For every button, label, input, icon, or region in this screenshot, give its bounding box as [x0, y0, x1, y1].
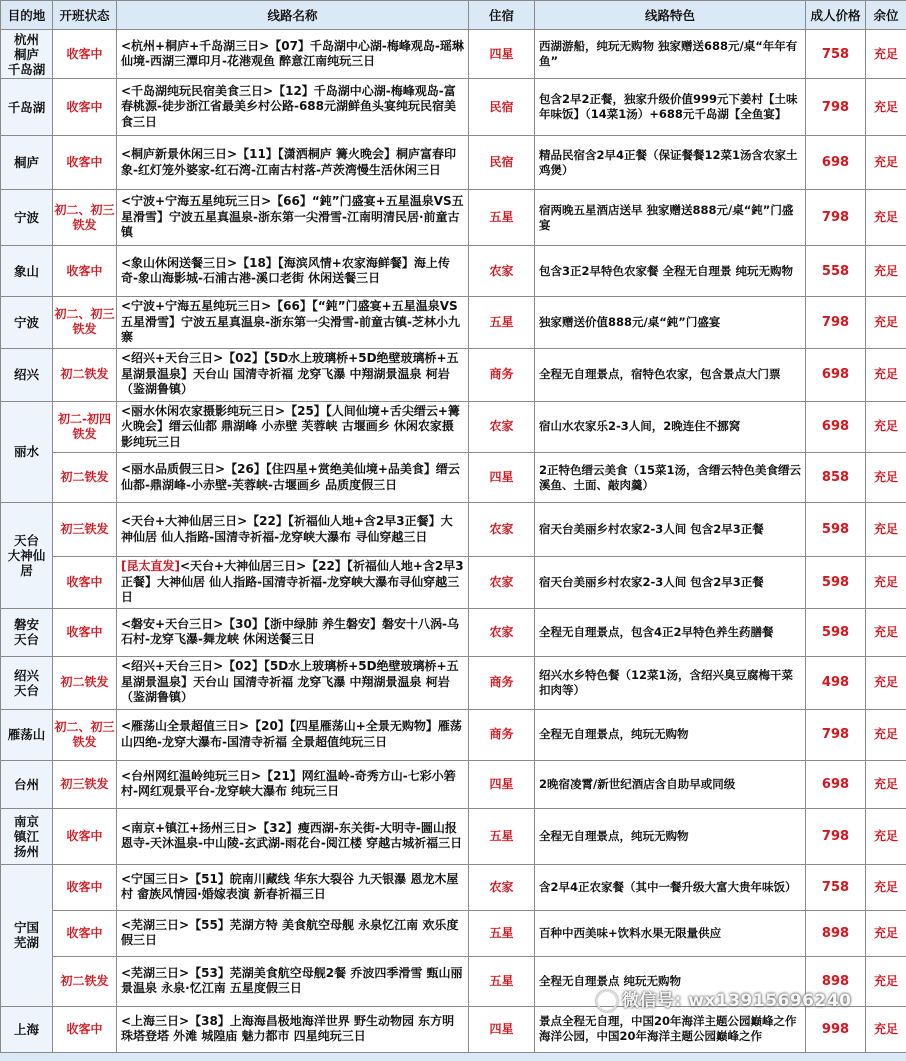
price-cell: 798 [806, 808, 866, 864]
feature-cell: 2正特色缙云美食（15菜1汤，含缙云特色美食缙云溪鱼、土面、敲肉羹） [535, 453, 806, 503]
price-cell: 758 [806, 30, 866, 79]
status-cell: 收客中 [53, 557, 117, 609]
destination-cell: 杭州 桐庐 千岛湖 [1, 30, 53, 79]
table-row [1, 136, 906, 190]
price-cell: 898 [806, 956, 866, 1006]
wechat-icon [596, 990, 618, 1012]
availability-cell: 充足 [866, 656, 906, 709]
feature-cell: 全程无自理景点，包含4正2早特色养生药膳餐 [535, 608, 806, 656]
table-row [1, 190, 906, 246]
status-cell: 收客中 [53, 608, 117, 656]
hotel-cell: 民宿 [469, 79, 535, 136]
route-text: <天台+大神仙居三日>【22】【祈福仙人地+含2早3正餐】大神仙居 仙人指路-国清寺祈福-龙穿峡大瀑布寻仙穿越三日 [121, 559, 464, 604]
destination-cell: 丽水 [1, 401, 53, 503]
status-cell: 初二铁发 [53, 656, 117, 709]
availability-cell: 充足 [866, 709, 906, 760]
feature-cell: 百种中西美味+饮料水果无限量供应 [535, 910, 806, 956]
status-cell: 收客中 [53, 808, 117, 864]
availability-cell: 充足 [866, 297, 906, 349]
route-cell: <上海三日>【38】上海海昌极地海洋世界 野生动物园 东方明珠塔登塔 外滩 城隍庙 魅力都市 四星纯玩三日 [117, 1006, 469, 1052]
feature-cell: 全程无自理景点 纯玩无购物 [535, 956, 806, 1006]
price-cell: 798 [806, 190, 866, 246]
table-row [1, 608, 906, 656]
price-cell: 558 [806, 246, 866, 297]
feature-cell: 2晚宿凌霄/新世纪酒店含自助早或同级 [535, 760, 806, 808]
availability-cell: 充足 [866, 956, 906, 1006]
header-dest: 目的地 [1, 1, 53, 30]
feature-cell: 景点全程无自理，中国20年海洋主题公园巅峰之作 海洋公园，中国20年海洋主题公园巅峰之作 [535, 1006, 806, 1052]
status-cell: 初二、初三铁发 [53, 297, 117, 349]
route-cell: <磐安+天台三日>【30】【浙中绿肺 养生磐安】磐安十八涡-乌石村-龙穿飞瀑-舞龙峡 休闲送餐三日 [117, 608, 469, 656]
status-cell: 初二、初三铁发 [53, 709, 117, 760]
destination-cell: 绍兴 天台 [1, 656, 53, 709]
feature-cell: 全程无自理景点，纯玩无购物 [535, 709, 806, 760]
hotel-cell: 农家 [469, 401, 535, 453]
feature-cell: 含2早4正农家餐（其中一餐升级大富大贵年味饭） [535, 864, 806, 910]
destination-cell: 磐安 天台 [1, 608, 53, 656]
feature-cell: 宿天台美丽乡村农家2-3人间 包含2早3正餐 [535, 503, 806, 557]
price-cell: 598 [806, 608, 866, 656]
hotel-cell: 五星 [469, 956, 535, 1006]
table-row [1, 246, 906, 297]
table-row [1, 709, 906, 760]
availability-cell: 充足 [866, 246, 906, 297]
price-cell: 798 [806, 709, 866, 760]
route-cell: <天台+大神仙居三日>【22】【祈福仙人地+含2早3正餐】大神仙居 仙人指路-国清寺祈福-龙穿峡大瀑布 寻仙穿越三日 [117, 503, 469, 557]
route-cell: <丽水休闲农家摄影纯玩三日>【25】【人间仙境+舌尖缙云+篝火晚会】缙云仙都 鼎湖峰 小赤壁 芙蓉峡 古堰画乡 休闲农家摄影纯玩三日 [117, 401, 469, 453]
table-row [1, 401, 906, 453]
route-cell: <台州网红温岭纯玩三日>【21】网红温岭-奇秀方山-七彩小箬村-网红观景平台-龙穿峡大瀑布 纯玩三日 [117, 760, 469, 808]
table-row [1, 864, 906, 910]
destination-cell: 宁国 芜湖 [1, 864, 53, 1006]
table-row [1, 557, 906, 609]
route-cell: <宁国三日>【51】皖南川藏线 华东大裂谷 九天银瀑 恩龙木屋村 畲族风情园·婚嫁表演 新春祈福三日 [117, 864, 469, 910]
header-status: 开班状态 [53, 1, 117, 30]
hotel-cell: 五星 [469, 297, 535, 349]
feature-cell: 绍兴水乡特色餐（12菜1汤，含绍兴臭豆腐梅干菜扣肉等） [535, 656, 806, 709]
hotel-cell: 农家 [469, 557, 535, 609]
availability-cell: 充足 [866, 190, 906, 246]
wechat-watermark [596, 986, 852, 1012]
price-cell: 698 [806, 136, 866, 190]
status-cell: 收客中 [53, 30, 117, 79]
price-cell: 998 [806, 1006, 866, 1052]
destination-cell: 绍兴 [1, 348, 53, 401]
destination-cell: 宁波 [1, 297, 53, 349]
hotel-cell: 五星 [469, 808, 535, 864]
route-cell: <芜湖三日>【55】芜湖方特 美食航空母舰 永泉忆江南 欢乐度假三日 [117, 910, 469, 956]
status-cell: 收客中 [53, 136, 117, 190]
route-cell: <千岛湖纯玩民宿美食三日>【12】千岛湖中心湖-梅峰观岛-富春桃源-徒步浙江省最美乡村公路-688元湖鲜鱼头宴纯玩民宿美食三日 [117, 79, 469, 136]
hotel-cell: 商务 [469, 709, 535, 760]
hotel-cell: 农家 [469, 864, 535, 910]
feature-cell: 西湖游船，纯玩无购物 独家赠送688元/桌“年年有鱼” [535, 30, 806, 79]
table-row [1, 656, 906, 709]
route-cell: <南京+镇江+扬州三日>【32】瘦西湖-东关街-大明寺-圌山报恩寺-天沐温泉-中山陵-玄武湖-雨花台-阅江楼 穿越古城祈福三日 [117, 808, 469, 864]
status-cell: 收客中 [53, 79, 117, 136]
table-row [1, 760, 906, 808]
status-cell: 初二铁发 [53, 348, 117, 401]
hotel-cell: 四星 [469, 453, 535, 503]
destination-cell: 宁波 [1, 190, 53, 246]
table-row [1, 348, 906, 401]
availability-cell: 充足 [866, 557, 906, 609]
feature-cell: 包含2早2正餐，独家升级价值999元下姜村【土味年味饭】（14菜1汤）+688元千岛湖【全鱼宴】 [535, 79, 806, 136]
hotel-cell: 民宿 [469, 136, 535, 190]
destination-cell: 雁荡山 [1, 709, 53, 760]
status-cell: 初三铁发 [53, 760, 117, 808]
destination-cell: 天台 大神仙 居 [1, 503, 53, 609]
availability-cell: 充足 [866, 503, 906, 557]
table-row [1, 30, 906, 79]
table-row [1, 808, 906, 864]
feature-cell: 独家赠送价值888元/桌“鈍”门盛宴 [535, 297, 806, 349]
price-cell: 798 [806, 79, 866, 136]
status-cell: 初三铁发 [53, 503, 117, 557]
status-cell: 收客中 [53, 246, 117, 297]
price-cell: 898 [806, 910, 866, 956]
table-row [1, 1006, 906, 1052]
route-cell: <杭州+桐庐+千岛湖三日>【07】千岛湖中心湖-梅峰观岛-瑶琳仙境-西湖三潭印月-花港观鱼 醉意江南纯玩三日 [117, 30, 469, 79]
hotel-cell: 四星 [469, 760, 535, 808]
route-tag: [昆太直发] [121, 559, 180, 573]
feature-cell: 精品民宿含2早4正餐（保证餐餐12菜1汤含农家土鸡煲） [535, 136, 806, 190]
destination-cell: 上海 [1, 1006, 53, 1052]
availability-cell: 充足 [866, 1006, 906, 1052]
feature-cell: 宿两晚五星酒店送早 独家赠送888元/桌“鈍”门盛宴 [535, 190, 806, 246]
table-row [1, 453, 906, 503]
route-cell: <雁荡山全景超值三日>【20】【四星雁荡山+全景无购物】雁荡山四绝-龙穿大瀑布-国清寺祈福 全景超值纯玩三日 [117, 709, 469, 760]
destination-cell: 象山 [1, 246, 53, 297]
price-cell: 698 [806, 401, 866, 453]
availability-cell: 充足 [866, 864, 906, 910]
header-row [1, 1, 906, 30]
feature-cell: 包含3正2早特色农家餐 全程无自理景 纯玩无购物 [535, 246, 806, 297]
hotel-cell: 商务 [469, 656, 535, 709]
feature-cell: 全程无自理景点，纯玩无购物 [535, 808, 806, 864]
feature-cell: 宿天台美丽乡村农家2-3人间 包含2早3正餐 [535, 557, 806, 609]
price-cell: 758 [806, 864, 866, 910]
availability-cell: 充足 [866, 348, 906, 401]
table-row [1, 79, 906, 136]
status-cell: 收客中 [53, 864, 117, 910]
price-cell: 598 [806, 503, 866, 557]
header-route: 线路名称 [117, 1, 469, 30]
route-cell: <象山休闲送餐三日>【18】【海滨风情+农家海鲜餐】海上传奇-象山海影城-石浦古港-溪口老街 休闲送餐三日 [117, 246, 469, 297]
status-cell: 初二-初四铁发 [53, 401, 117, 453]
header-hotel: 住宿 [469, 1, 535, 30]
route-cell: <宁波+宁海五星纯玩三日>【66】“鈍”门盛宴+五星温泉VS五星滑雪】宁波五星真温泉-浙东第一尖滑雪-江南明清民居·前童古镇 [117, 190, 469, 246]
availability-cell: 充足 [866, 136, 906, 190]
header-price: 成人价格 [806, 1, 866, 30]
price-cell: 798 [806, 297, 866, 349]
route-cell: <芜湖三日>【53】芜湖美食航空母舰2餐 乔波四季滑雪 甄山丽景温泉 永泉·忆江南 五星度假三日 [117, 956, 469, 1006]
route-cell: <绍兴+天台三日>【02】【5D水上玻璃桥+5D绝壁玻璃桥+五星湖景温泉】天台山 国清寺祈福 龙穿飞瀑 中翔湖景温泉 柯岩（鉴湖鲁镇） [117, 348, 469, 401]
availability-cell: 充足 [866, 79, 906, 136]
availability-cell: 充足 [866, 910, 906, 956]
status-cell: 初二铁发 [53, 453, 117, 503]
status-cell: 初二铁发 [53, 956, 117, 1006]
availability-cell: 充足 [866, 401, 906, 453]
availability-cell: 充足 [866, 760, 906, 808]
availability-cell: 充足 [866, 608, 906, 656]
hotel-cell: 农家 [469, 503, 535, 557]
table-row [1, 297, 906, 349]
bottom-strip [0, 1053, 906, 1061]
hotel-cell: 四星 [469, 30, 535, 79]
destination-cell: 桐庐 [1, 136, 53, 190]
hotel-cell: 农家 [469, 608, 535, 656]
table-row [1, 910, 906, 956]
table-row [1, 503, 906, 557]
price-cell: 858 [806, 453, 866, 503]
route-cell: <桐庐新景休闲三日>【11】【潇洒桐庐 篝火晚会】桐庐富春印象-红灯笼外婆家-红石湾-江南古村落-芦茨湾慢生活休闲三日 [117, 136, 469, 190]
route-cell [117, 557, 469, 609]
route-cell: <绍兴+天台三日>【02】【5D水上玻璃桥+5D绝壁玻璃桥+五星湖景温泉】天台山 国清寺祈福 龙穿飞瀑 中翔湖景温泉 柯岩（鉴湖鲁镇） [117, 656, 469, 709]
route-cell: <丽水品质假三日>【26】【住四星+赏绝美仙境+品美食】缙云仙都-鼎湖峰-小赤壁-芙蓉峡-古堰画乡 品质度假三日 [117, 453, 469, 503]
header-avail: 余位 [866, 1, 906, 30]
price-cell: 698 [806, 760, 866, 808]
hotel-cell: 四星 [469, 1006, 535, 1052]
hotel-cell: 五星 [469, 190, 535, 246]
feature-cell: 全程无自理景点，宿特色农家，包含景点大门票 [535, 348, 806, 401]
hotel-cell: 商务 [469, 348, 535, 401]
price-cell: 498 [806, 656, 866, 709]
status-cell: 初二、初三铁发 [53, 190, 117, 246]
availability-cell: 充足 [866, 453, 906, 503]
destination-cell: 千岛湖 [1, 79, 53, 136]
route-cell: <宁波+宁海五星纯玩三日>【66】【“鈍”门盛宴+五星温泉VS五星滑雪】宁波五星真温泉-浙东第一尖滑雪-前童古镇-芝林小九寨 [117, 297, 469, 349]
price-cell: 598 [806, 557, 866, 609]
status-cell: 收客中 [53, 1006, 117, 1052]
feature-cell: 宿山水农家乐2-3人间，2晚连住不挪窝 [535, 401, 806, 453]
destination-cell: 南京 镇江 扬州 [1, 808, 53, 864]
destination-cell: 台州 [1, 760, 53, 808]
watermark-text: 微信号: wx13915696240 [622, 991, 852, 1011]
availability-cell: 充足 [866, 808, 906, 864]
hotel-cell: 五星 [469, 910, 535, 956]
hotel-cell: 农家 [469, 246, 535, 297]
availability-cell: 充足 [866, 30, 906, 79]
price-cell: 698 [806, 348, 866, 401]
status-cell: 收客中 [53, 910, 117, 956]
header-feature: 线路特色 [535, 1, 806, 30]
